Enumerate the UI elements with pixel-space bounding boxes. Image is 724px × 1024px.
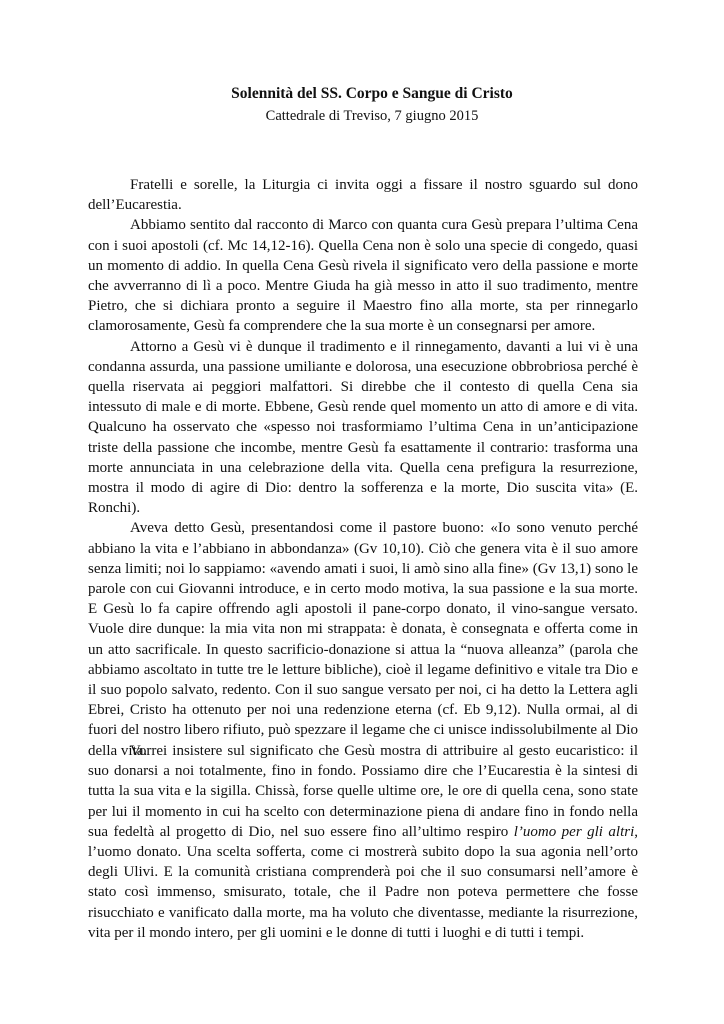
document-subtitle: Cattedrale di Treviso, 7 giugno 2015	[265, 108, 479, 124]
italic-phrase: l’uomo per gli altri	[513, 823, 635, 840]
paragraph: Attorno a Gesù vi è dunque il tradimento e il rinnegamento, davanti a lui vi è una condanna assurda, una passione umiliante e dolorosa, una esecuzione obbrobriosa perché è quella riservata ai peggiori malfattori. Si direbbe che il contesto di quella Cena sia intessuto di male e di morte. Ebbene, Gesù rende quel momento un atto di amore e di vita. Qualcuno ha osservato che «spesso noi trasformiamo l’ultima Cena in un’anticipazione triste della passione che incombe, mentre Gesù fa esattamente il contrario: trasforma una morte annunciata in una celebrazione della vita. Quella cena prefigura la resurrezione, mostra il modo di agire di Dio: dentro la sofferenza e la morte, Dio suscita vita» (E. Ronchi).	[88, 338, 638, 517]
homily-body	[88, 175, 638, 761]
paragraph-text: Vorrei insistere sul significato che Gesù mostra di attribuire al gesto eucaristico: il suo donarsi a noi totalmente, fino in fondo. Possiamo dire che l’Eucarestia è la sintesi di tutta la sua vita e la sigilla. Chissà, forse quelle ultime ore, le ore di quella cena, sono state per lui il momento in cui ha scelto con determinazione piena di andare fino in fondo nella sua fedeltà al progetto di Dio, nel suo essere fino all’ultimo respiro	[88, 743, 638, 840]
paragraph: Abbiamo sentito dal racconto di Marco con quanta cura Gesù prepara l’ultima Cena con i suoi apostoli (cf. Mc 14,12-16). Quella Cena non è solo una specie di congedo, quasi un momento di addio. In quella Cena Gesù rivela il significato vero della passione e morte che avverranno di lì a poco. Mentre Giuda ha già messo in atto il suo tradimento, mentre Pietro, che si dichiara pronto a seguire il Maestro fino alla morte, sta per rinnegarlo clamorosamente, Gesù fa comprendere che la sua morte è un consegnarsi per amore.	[88, 217, 638, 335]
paragraph	[88, 741, 638, 943]
paragraph: Aveva detto Gesù, presentandosi come il pastore buono: «Io sono venuto perché abbiano la vita e l’abbiano in abbondanza» (Gv 10,10). Ciò che genera vita è il suo amore senza limiti; noi lo sappiamo: «avendo amati i suoi, li amò sino alla fine» (Gv 13,1) sono le parole con cui Giovanni introduce, e in certo modo motiva, la sua passione e la sua morte. E Gesù lo fa capire offrendo agli apostoli il pane-corpo donato, il vino-sangue versato. Vuole dire dunque: la mia vita non mi strappata: è donata, è consegnata e offerta come in un atto sacrificale. In questo sacrificio-donazione si attua la “nuova alleanza” (parola che abbiamo ascoltato in tutte tre le letture bibliche), cioè il legame definitivo e vitale tra Dio e il suo popolo salvato, redento. Con il suo sangue versato per noi, ci ha detto la Lettera agli Ebrei, Cristo ha ottenuto per noi una redenzione eterna (cf. Eb 9,12). Nulla ormai, al di fuori del nostro libero rifiuto, può spezzare il legame che ci unisce indissolubilmente al Dio della vita.	[88, 520, 638, 759]
paragraph-text: , l’uomo donato. Una scelta sofferta, come ci mostrerà subito dopo la sua agonia nell’orto degli Ulivi. E la comunità cristiana comprenderà poi che il suo consumarsi nell’amore è stato così immenso, smisurato, totale, che il Padre non poteva permettere che fosse risucchiato e vanificato dalla morte, ma ha voluto che diventasse, mediante la risurrezione, vita per il mondo intero, per gli uomini e le donne di tutti i luoghi e di tutti i tempi.	[88, 823, 639, 941]
homily-body-continued	[88, 741, 638, 943]
paragraph: Fratelli e sorelle, la Liturgia ci invita oggi a fissare il nostro sguardo sul dono dell’Eucarestia.	[88, 177, 638, 214]
document-title: Solennità del SS. Corpo e Sangue di Cristo	[231, 85, 513, 102]
